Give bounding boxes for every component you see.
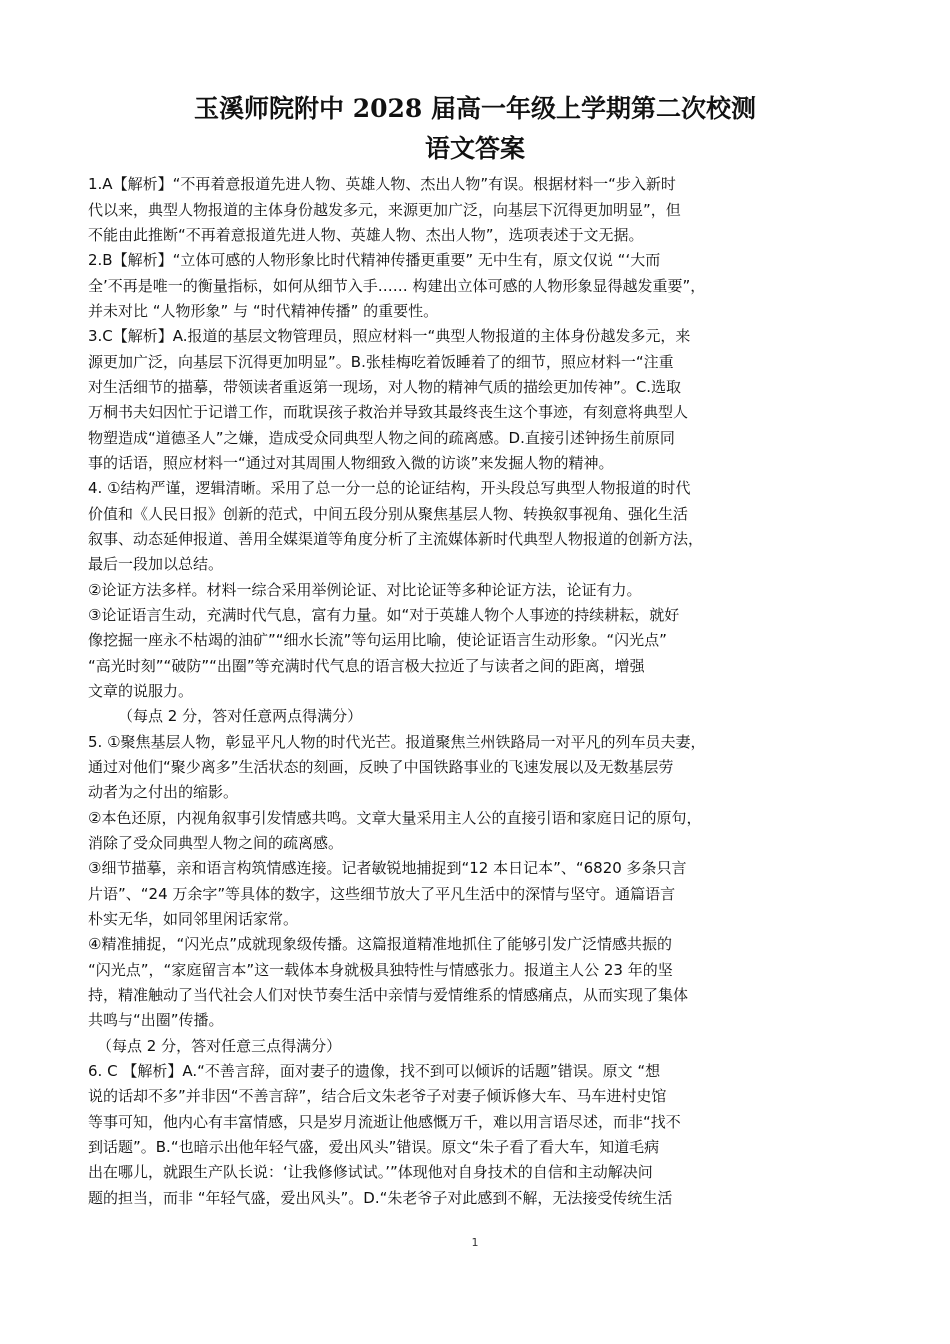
answer-line: ②本色还原，内视角叙事引发情感共鸣。文章大量采用主人公的直接引语和家庭日记的原句， bbox=[88, 809, 702, 827]
answer-line: 文章的说服力。 bbox=[88, 682, 194, 700]
answer-line: 5. ①聚焦基层人物，彰显平凡人物的时代光芒。报道聚焦兰州铁路局一对平凡的列车员夫妻， bbox=[88, 733, 706, 751]
document-title: 玉溪师院附中 2028 届高一年级上学期第二次校测 bbox=[194, 94, 756, 123]
answer-line: ③细节描摹，亲和语言构筑情感连接。记者敏锐地捕捉到“12 本日记本”、“6820 多条只言 bbox=[88, 859, 687, 877]
answer-line: 最后一段加以总结。 bbox=[88, 555, 224, 573]
answer-line: 对生活细节的描摹，带领读者重返第一现场，对人物的精神气质的描绘更加传神”。C.选取 bbox=[88, 378, 682, 396]
answer-line: 源更加广泛，向基层下沉得更加明显”。B.张桂梅吃着饭睡着了的细节，照应材料一“注重 bbox=[88, 353, 674, 371]
answer-line: 3.C【解析】A.报道的基层文物管理员，照应材料一“典型人物报道的主体身份越发多元，来 bbox=[88, 327, 691, 345]
answer-line: 持，精准触动了当代社会人们对快节奏生活中亲情与爱情维系的情感痛点，从而实现了集体 bbox=[88, 986, 689, 1004]
answer-line: 题的担当，而非 “年轻气盛，爱出风头”。D.“朱老爷子对此感到不解，无法接受传统生活 bbox=[88, 1189, 673, 1207]
answer-line: “高光时刻”“破防”“出圈”等充满时代气息的语言极大拉近了与读者之间的距离，增强 bbox=[88, 657, 645, 675]
scoring-note: （每点 2 分，答对任意三点得满分） bbox=[97, 1037, 342, 1055]
answer-line: 像挖掘一座永不枯竭的油矿”“细水长流”等句运用比喻，使论证语言生动形象。“闪光点” bbox=[88, 631, 667, 649]
answer-line: 4. ①结构严谨，逻辑清晰。采用了总一分一总的论证结构，开头段总写典型人物报道的时代 bbox=[88, 479, 691, 497]
answer-line: ③论证语言生动，充满时代气息，富有力量。如“对于英雄人物个人事迹的持续耕耘，就好 bbox=[88, 606, 680, 624]
answer-line: 朴实无华，如同邻里闲话家常。 bbox=[88, 910, 299, 928]
answer-line: 共鸣与“出圈”传播。 bbox=[88, 1011, 224, 1029]
answer-line: 片语”、“24 万余字”等具体的数字，这些细节放大了平凡生活中的深情与坚守。通篇语言 bbox=[88, 885, 676, 903]
answer-line: 价值和《人民日报》创新的范式，中间五段分别从聚焦基层人物、转换叙事视角、强化生活 bbox=[88, 505, 689, 523]
answer-line: 事的话语，照应材料一“通过对其周围人物细致入微的访谈”来发掘人物的精神。 bbox=[88, 454, 614, 472]
answer-line: 到话题”。B.“也暗示出他年轻气盛，爱出风头”错误。原文“朱子看了看大车，知道毛病 bbox=[88, 1138, 660, 1156]
answer-line: 说的话却不多”并非因“不善言辞”，结合后文朱老爷子对妻子倾诉修大车、马车进村史馆 bbox=[88, 1087, 667, 1105]
answer-line: 并未对比 “人物形象” 与 “时代精神传播” 的重要性。 bbox=[88, 302, 439, 320]
answer-line: 代以来，典型人物报道的主体身份越发多元，来源更加广泛，向基层下沉得更加明显”，但 bbox=[88, 201, 681, 219]
answer-line: ④精准捕捉，“闪光点”成就现象级传播。这篇报道精准地抓住了能够引发广泛情感共振的 bbox=[88, 935, 672, 953]
answer-line: 通过对他们“聚少离多”生活状态的刻画，反映了中国铁路事业的飞速发展以及无数基层劳 bbox=[88, 758, 674, 776]
answer-line: 2.B【解析】“立体可感的人物形象比时代精神传播更重要” 无中生有，原文仅说 “‘大而 bbox=[88, 251, 661, 269]
answer-line: 不能由此推断“不再着意报道先进人物、英雄人物、杰出人物”，选项表述于文无据。 bbox=[88, 226, 644, 244]
answer-line: 1.A【解析】“不再着意报道先进人物、英雄人物、杰出人物”有误。根据材料一“步入新时 bbox=[88, 175, 676, 193]
answer-line: ②论证方法多样。材料一综合采用举例论证、对比论证等多种论证方法，论证有力。 bbox=[88, 581, 642, 599]
answer-line: 叙事、动态延伸报道、善用全媒渠道等角度分析了主流媒体新时代典型人物报道的创新方法， bbox=[88, 530, 704, 548]
answer-line: “闪光点”，“家庭留言本”这一载体本身就极具独特性与情感张力。报道主人公 23 年的坚 bbox=[88, 961, 673, 979]
document-subtitle: 语文答案 bbox=[424, 134, 525, 163]
answer-line: 物塑造成“道德圣人”之嫌，造成受众同典型人物之间的疏离感。D.直接引述钟扬生前原同 bbox=[88, 429, 675, 447]
answer-line: 动者为之付出的缩影。 bbox=[88, 783, 239, 801]
answer-line: 6. C 【解析】A.“不善言辞，面对妻子的遗像，找不到可以倾诉的话题”错误。原文 “想 bbox=[88, 1062, 661, 1080]
scoring-note: （每点 2 分，答对任意两点得满分） bbox=[118, 707, 363, 725]
answer-line: 等事可知，他内心有丰富情感，只是岁月流逝让他感慨万千，难以用言语尽述，而非“找不 bbox=[88, 1113, 681, 1131]
answer-line: 万桐书夫妇因忙于记谱工作，而耽误孩子救治并导致其最终丧生这个事迹，有刻意将典型人 bbox=[88, 403, 689, 421]
answer-line: 消除了受众同典型人物之间的疏离感。 bbox=[88, 834, 344, 852]
answer-line: 全’不再是唯一的衡量指标，如何从细节入手…… 构建出立体可感的人物形象显得越发重要”， bbox=[88, 277, 706, 295]
page-number: 1 bbox=[471, 1236, 479, 1249]
answer-line: 出在哪儿，就跟生产队长说：‘让我修修试试。’”体现他对自身技术的自信和主动解决问 bbox=[88, 1163, 653, 1181]
